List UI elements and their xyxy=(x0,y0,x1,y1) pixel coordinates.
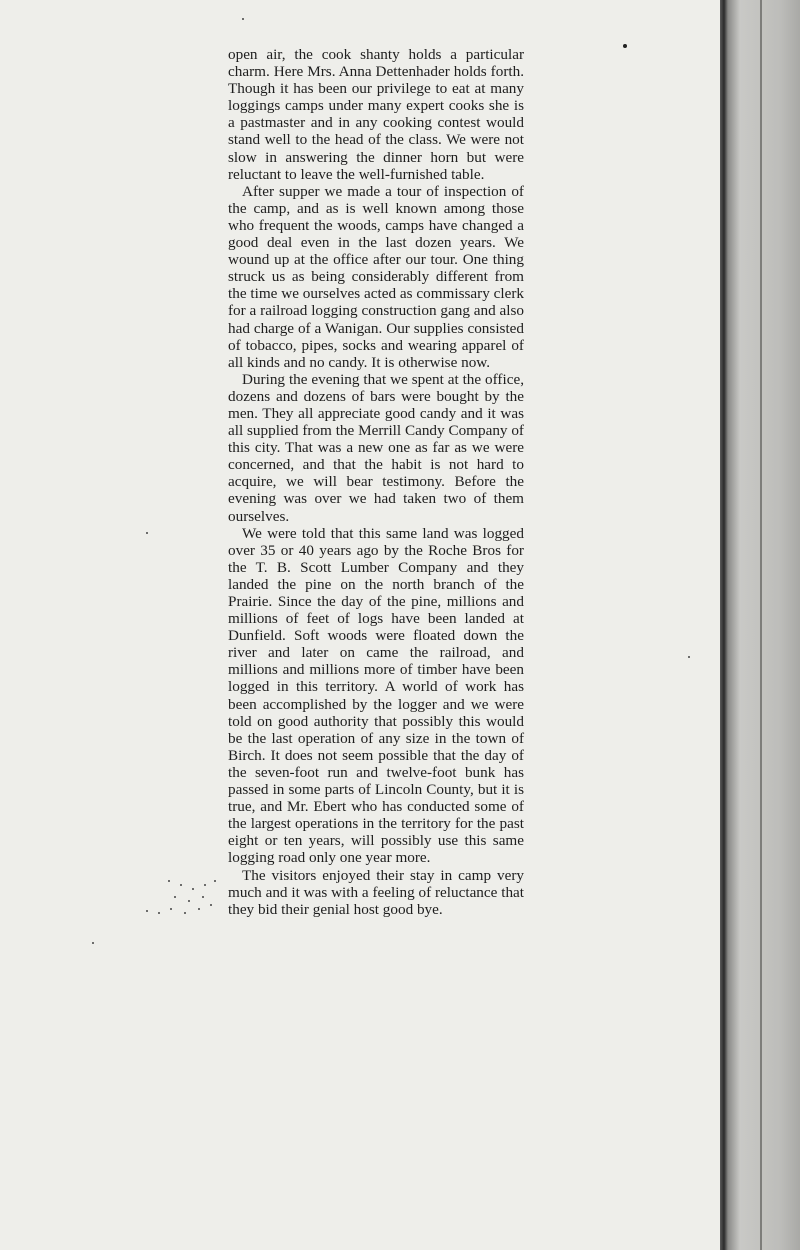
article-paragraph-4: We were told that this same land was logged over 35 or 40 years ago by the Roche Bros for the T. B. Scott Lumber Company and they landed the pine on the north branch of the Prairie. Since the day of the pine, millions and millions of feet of logs have been landed at Dunfield. Soft woods were floated down the river and later on came the railroad, and millions and millions more of timber have been logged in this territory. A world of work has been accomplished by the logger and we were told on good authority that possibly this would be the last operation of any size in the town of Birch. It does not seem possible that the day of the seven-foot run and twelve-foot bunk has passed in some parts of Lincoln County, but it is true, and Mr. Ebert who has conducted some of the largest operations in the territory for the past eight or ten years, will possibly use this same logging road only one year more. xyxy=(228,524,524,867)
scan-speck xyxy=(623,44,627,48)
article-paragraph-1: open air, the cook shanty holds a particular charm. Here Mrs. Anna Dettenhader holds forth. Though it has been our privilege to eat at many loggings camps under many expert cooks she is a pastmaster and in any cooking contest would stand well to the head of the class. We were not slow in answering the dinner horn but were reluctant to leave the well-furnished table. xyxy=(228,46,524,183)
article-column xyxy=(228,46,524,918)
scan-speck xyxy=(92,942,94,944)
scanner-edge xyxy=(720,0,800,1250)
article-paragraph-3: During the evening that we spent at the office, dozens and dozens of bars were bought by the men. They all appreciate good candy and it was all supplied from the Merrill Candy Company of this city. That was a new one as far as we were concerned, and that the habit is not hard to acquire, we will bear testimony. Before the evening was over we had taken two of them ourselves. xyxy=(228,370,524,525)
scan-speck xyxy=(242,18,244,20)
scan-speck xyxy=(688,656,690,658)
article-paragraph-2: After supper we made a tour of inspection of the camp, and as is well known among those who frequent the woods, camps have changed a good deal even in the last dozen years. We wound up at the office after our tour. One thing struck us as being considerably different from the time we ourselves acted as commissary clerk for a railroad logging construction gang and also had charge of a Wanigan. Our supplies consisted of tobacco, pipes, socks and wearing apparel of all kinds and no candy. It is otherwise now. xyxy=(228,182,524,371)
scanner-edge-line xyxy=(760,0,762,1250)
scan-speck xyxy=(146,532,148,534)
article-paragraph-5: The visitors enjoyed their stay in camp very much and it was with a feeling of reluctance that they bid their genial host good bye. xyxy=(228,866,524,918)
